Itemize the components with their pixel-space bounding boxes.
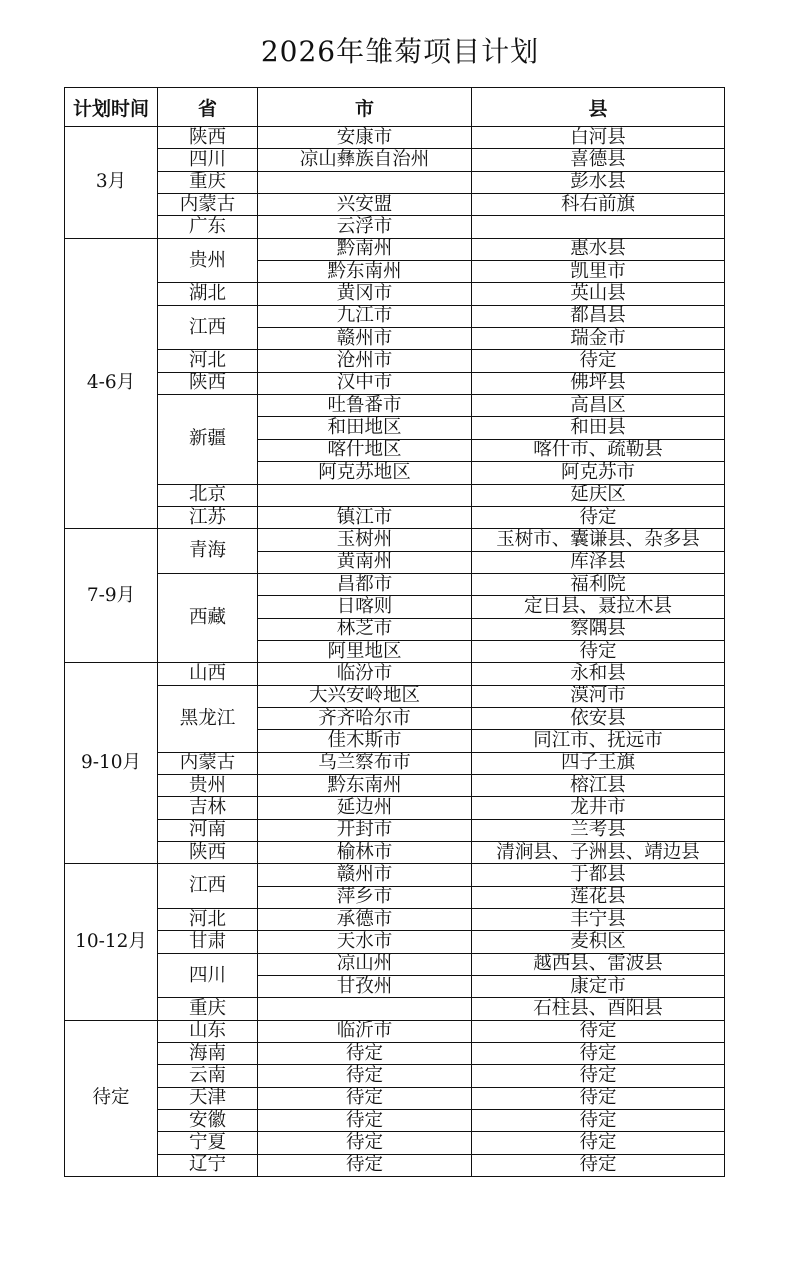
county-cell: 依安县 xyxy=(472,707,725,729)
city-cell: 云浮市 xyxy=(258,216,472,238)
county-cell: 榕江县 xyxy=(472,774,725,796)
table-row xyxy=(65,573,725,595)
county-cell: 福利院 xyxy=(472,573,725,595)
province-cell: 湖北 xyxy=(158,283,258,305)
table-row xyxy=(65,842,725,864)
county-cell: 待定 xyxy=(472,1043,725,1065)
county-cell: 康定市 xyxy=(472,976,725,998)
county-cell: 科右前旗 xyxy=(472,194,725,216)
county-cell: 待定 xyxy=(472,1087,725,1109)
province-cell: 陕西 xyxy=(158,372,258,394)
table-row xyxy=(65,506,725,528)
county-cell: 和田县 xyxy=(472,417,725,439)
city-cell: 承德市 xyxy=(258,909,472,931)
table-row xyxy=(65,663,725,685)
table-row xyxy=(65,484,725,506)
table-row xyxy=(65,1087,725,1109)
county-cell: 麦积区 xyxy=(472,931,725,953)
province-cell: 四川 xyxy=(158,149,258,171)
table-row xyxy=(65,395,725,417)
city-cell: 沧州市 xyxy=(258,350,472,372)
city-cell: 赣州市 xyxy=(258,328,472,350)
county-cell: 四子王旗 xyxy=(472,752,725,774)
city-cell: 大兴安岭地区 xyxy=(258,685,472,707)
province-cell: 辽宁 xyxy=(158,1154,258,1176)
table-row xyxy=(65,305,725,327)
table-row xyxy=(65,931,725,953)
city-cell: 安康市 xyxy=(258,127,472,149)
province-cell: 贵州 xyxy=(158,238,258,283)
county-cell: 喀什市、疏勒县 xyxy=(472,439,725,461)
province-cell: 江苏 xyxy=(158,506,258,528)
county-cell: 瑞金市 xyxy=(472,328,725,350)
table-row xyxy=(65,864,725,886)
county-cell: 英山县 xyxy=(472,283,725,305)
table-row xyxy=(65,1043,725,1065)
province-cell: 天津 xyxy=(158,1087,258,1109)
province-cell: 陕西 xyxy=(158,127,258,149)
county-cell: 越西县、雷波县 xyxy=(472,953,725,975)
county-cell: 待定 xyxy=(472,1065,725,1087)
city-cell: 日喀则 xyxy=(258,596,472,618)
county-cell: 永和县 xyxy=(472,663,725,685)
province-cell: 河北 xyxy=(158,350,258,372)
header-province: 省 xyxy=(158,88,258,127)
county-cell: 玉树市、囊谦县、杂多县 xyxy=(472,529,725,551)
table-row xyxy=(65,283,725,305)
county-cell: 阿克苏市 xyxy=(472,462,725,484)
time-cell: 10-12月 xyxy=(65,864,158,1020)
county-cell: 察隅县 xyxy=(472,618,725,640)
province-cell: 内蒙古 xyxy=(158,194,258,216)
table-body xyxy=(65,127,725,1177)
province-cell: 四川 xyxy=(158,953,258,998)
city-cell xyxy=(258,998,472,1020)
table-row xyxy=(65,127,725,149)
province-cell: 甘肃 xyxy=(158,931,258,953)
city-cell: 黔东南州 xyxy=(258,774,472,796)
province-cell: 陕西 xyxy=(158,842,258,864)
county-cell: 漠河市 xyxy=(472,685,725,707)
table-row xyxy=(65,685,725,707)
table-row xyxy=(65,171,725,193)
time-cell: 9-10月 xyxy=(65,663,158,864)
province-cell: 云南 xyxy=(158,1065,258,1087)
table-row xyxy=(65,953,725,975)
city-cell: 兴安盟 xyxy=(258,194,472,216)
province-cell: 宁夏 xyxy=(158,1132,258,1154)
time-cell: 3月 xyxy=(65,127,158,239)
county-cell: 丰宁县 xyxy=(472,909,725,931)
province-cell: 河北 xyxy=(158,909,258,931)
time-cell: 7-9月 xyxy=(65,529,158,663)
county-cell: 彭水县 xyxy=(472,171,725,193)
province-cell: 黑龙江 xyxy=(158,685,258,752)
city-cell xyxy=(258,171,472,193)
table-row xyxy=(65,372,725,394)
city-cell: 佳木斯市 xyxy=(258,730,472,752)
city-cell: 天水市 xyxy=(258,931,472,953)
province-cell: 西藏 xyxy=(158,573,258,662)
table-row xyxy=(65,774,725,796)
province-cell: 山东 xyxy=(158,1020,258,1042)
table-row xyxy=(65,194,725,216)
county-cell: 待定 xyxy=(472,1154,725,1176)
table-header xyxy=(65,88,725,127)
county-cell: 兰考县 xyxy=(472,819,725,841)
header-row xyxy=(65,88,725,127)
plan-table xyxy=(64,87,725,1177)
county-cell: 定日县、聂拉木县 xyxy=(472,596,725,618)
city-cell: 待定 xyxy=(258,1043,472,1065)
province-cell: 贵州 xyxy=(158,774,258,796)
county-cell: 同江市、抚远市 xyxy=(472,730,725,752)
province-cell: 北京 xyxy=(158,484,258,506)
city-cell: 林芝市 xyxy=(258,618,472,640)
table-row xyxy=(65,216,725,238)
county-cell xyxy=(472,216,725,238)
city-cell xyxy=(258,484,472,506)
county-cell: 高昌区 xyxy=(472,395,725,417)
table-row xyxy=(65,1154,725,1176)
city-cell: 黔东南州 xyxy=(258,261,472,283)
county-cell: 待定 xyxy=(472,506,725,528)
county-cell: 凯里市 xyxy=(472,261,725,283)
city-cell: 玉树州 xyxy=(258,529,472,551)
county-cell: 待定 xyxy=(472,350,725,372)
city-cell: 待定 xyxy=(258,1065,472,1087)
city-cell: 凉山州 xyxy=(258,953,472,975)
city-cell: 黄南州 xyxy=(258,551,472,573)
city-cell: 汉中市 xyxy=(258,372,472,394)
county-cell: 待定 xyxy=(472,1110,725,1132)
city-cell: 和田地区 xyxy=(258,417,472,439)
table-row xyxy=(65,998,725,1020)
province-cell: 内蒙古 xyxy=(158,752,258,774)
city-cell: 赣州市 xyxy=(258,864,472,886)
county-cell: 喜德县 xyxy=(472,149,725,171)
city-cell: 乌兰察布市 xyxy=(258,752,472,774)
county-cell: 白河县 xyxy=(472,127,725,149)
county-cell: 延庆区 xyxy=(472,484,725,506)
city-cell: 待定 xyxy=(258,1087,472,1109)
time-cell: 4-6月 xyxy=(65,238,158,528)
county-cell: 石柱县、酉阳县 xyxy=(472,998,725,1020)
city-cell: 阿里地区 xyxy=(258,640,472,662)
table-row xyxy=(65,350,725,372)
province-cell: 吉林 xyxy=(158,797,258,819)
table-row xyxy=(65,797,725,819)
city-cell: 开封市 xyxy=(258,819,472,841)
county-cell: 库泽县 xyxy=(472,551,725,573)
city-cell: 九江市 xyxy=(258,305,472,327)
city-cell: 待定 xyxy=(258,1132,472,1154)
city-cell: 待定 xyxy=(258,1110,472,1132)
table-row xyxy=(65,1065,725,1087)
county-cell: 于都县 xyxy=(472,864,725,886)
city-cell: 待定 xyxy=(258,1154,472,1176)
page-title: 2026年雏菊项目计划 xyxy=(260,35,540,68)
county-cell: 待定 xyxy=(472,1132,725,1154)
province-cell: 广东 xyxy=(158,216,258,238)
table-row xyxy=(65,149,725,171)
city-cell: 萍乡市 xyxy=(258,886,472,908)
city-cell: 临沂市 xyxy=(258,1020,472,1042)
city-cell: 黔南州 xyxy=(258,238,472,260)
province-cell: 青海 xyxy=(158,529,258,574)
county-cell: 都昌县 xyxy=(472,305,725,327)
city-cell: 榆林市 xyxy=(258,842,472,864)
province-cell: 海南 xyxy=(158,1043,258,1065)
county-cell: 待定 xyxy=(472,640,725,662)
city-cell: 昌都市 xyxy=(258,573,472,595)
time-cell: 待定 xyxy=(65,1020,158,1176)
county-cell: 龙井市 xyxy=(472,797,725,819)
province-cell: 山西 xyxy=(158,663,258,685)
table-row xyxy=(65,529,725,551)
table-row xyxy=(65,1110,725,1132)
province-cell: 重庆 xyxy=(158,998,258,1020)
table-row xyxy=(65,909,725,931)
city-cell: 喀什地区 xyxy=(258,439,472,461)
county-cell: 惠水县 xyxy=(472,238,725,260)
city-cell: 临汾市 xyxy=(258,663,472,685)
county-cell: 待定 xyxy=(472,1020,725,1042)
city-cell: 阿克苏地区 xyxy=(258,462,472,484)
city-cell: 凉山彝族自治州 xyxy=(258,149,472,171)
province-cell: 安徽 xyxy=(158,1110,258,1132)
city-cell: 延边州 xyxy=(258,797,472,819)
city-cell: 镇江市 xyxy=(258,506,472,528)
county-cell: 佛坪县 xyxy=(472,372,725,394)
table-row xyxy=(65,1132,725,1154)
county-cell: 莲花县 xyxy=(472,886,725,908)
table-row xyxy=(65,238,725,260)
table-row xyxy=(65,1020,725,1042)
table-row xyxy=(65,819,725,841)
city-cell: 甘孜州 xyxy=(258,976,472,998)
province-cell: 河南 xyxy=(158,819,258,841)
header-city: 市 xyxy=(258,88,472,127)
province-cell: 重庆 xyxy=(158,171,258,193)
province-cell: 江西 xyxy=(158,305,258,350)
city-cell: 吐鲁番市 xyxy=(258,395,472,417)
province-cell: 新疆 xyxy=(158,395,258,484)
header-county: 县 xyxy=(472,88,725,127)
province-cell: 江西 xyxy=(158,864,258,909)
city-cell: 黄冈市 xyxy=(258,283,472,305)
header-time: 计划时间 xyxy=(65,88,158,127)
city-cell: 齐齐哈尔市 xyxy=(258,707,472,729)
table-row xyxy=(65,752,725,774)
county-cell: 清涧县、子洲县、靖边县 xyxy=(472,842,725,864)
